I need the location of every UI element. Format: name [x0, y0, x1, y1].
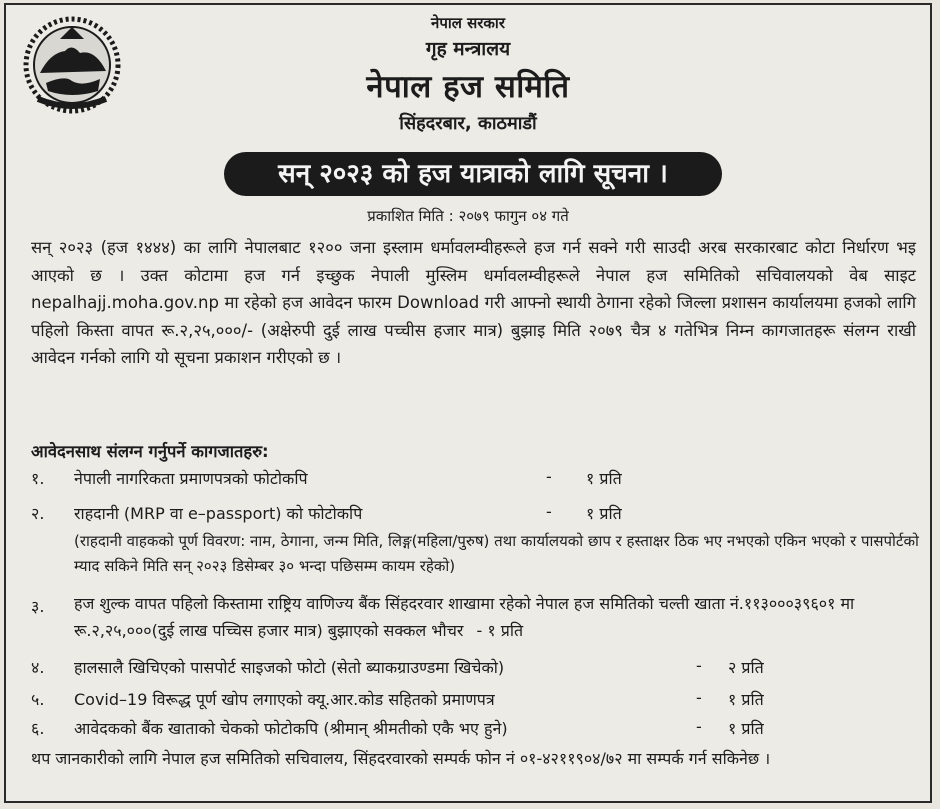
contact-footer: थप जानकारीको लागि नेपाल हज समितिको सचिवालय, सिंहदरवारको सम्पर्क फोन नं ०१-४२११९०४/७२ मा सम्पर्क गर्न सकिनेछ । — [31, 749, 771, 768]
list-item-text: हालसालै खिचिएको पासपोर्ट साइजको फोटो (सेतो ब्याकग्राउण्डमा खिचेको) — [74, 658, 505, 677]
list-item-quantity: १ प्रति — [586, 469, 622, 488]
list-item-quantity: १ प्रति — [728, 719, 764, 738]
list-item-dash: - — [546, 467, 552, 486]
passport-details-note: (राहदानी वाहकको पूर्ण विवरण: नाम, ठेगाना, जन्म मिति, लिङ्ग(महिला/पुरुष) तथा कार्यालयको छाप र हस्ताक्षर ठिक भए नभएको एकिन भएको र पासपोर्टको म्याद सकिने मिति सन् २०२३ डिसेम्बर ३० भन्दा पछिसम्म कायम रहेको) — [74, 532, 919, 575]
notice-body-paragraph: सन् २०२३ (हज १४४४) का लागि नेपालबाट १२०० जना इस्लाम धर्मावलम्वीहरूले हज गर्न सक्ने गरी साउदी अरब सरकारबाट कोटा निर्धारण भइ आएको छ । उक्त कोटामा हज गर्न इच्छुक नेपाली मुस्लिम धर्मावलम्वीहरूले नेपाल हज समितिको सचिवालयको वेब साइट nepalhajj.moha.gov.np मा रहेको हज आवेदन फारम Download गरी आफ्नो स्थायी ठेगाना रहेको जिल्ला प्रशासन कार्यालयमा हजको लागि पहिलो किस्ता वापत रू.२,२५,०००/- (अक्षेरुपी दुई लाख पच्चीस हजार मात्र) बुझाइ मिति २०७९ चैत्र ४ गतेभित्र निम्न कागजातहरू संलग्न राखी आवेदन गर्नको लागि यो सूचना प्रकाशन गरीएको छ । — [31, 238, 916, 367]
ministry-name: गृह मन्त्रालय — [425, 38, 511, 60]
list-item-dash: - — [546, 502, 552, 521]
list-item-dash: - — [476, 621, 483, 640]
list-item-text: आवेदकको बैंक खाताको चेकको फोटोकपि (श्रीमान् श्रीमतीको एकै भए हुने) — [74, 719, 508, 738]
list-item-quantity: २ प्रति — [728, 658, 764, 677]
list-item-number: ३. — [31, 597, 45, 616]
published-date: प्रकाशित मिति : २०७९ फागुन ०४ गते — [367, 207, 569, 225]
list-item-dash: - — [696, 717, 702, 736]
list-item-number: २. — [31, 504, 45, 523]
government-name: नेपाल सरकार — [431, 14, 505, 32]
list-item-number: १. — [31, 469, 45, 488]
list-item-number: ४. — [31, 658, 45, 677]
list-item-text — [74, 590, 919, 644]
list-item-dash: - — [696, 656, 702, 675]
organization-name: नेपाल हज समिति — [366, 69, 570, 105]
documents-section-title: आवेदनसाथ संलग्न गर्नुपर्ने कागजातहरु: — [31, 442, 269, 461]
list-item-text-body: हज शुल्क वापत पहिलो किस्तामा राष्ट्रिय वाणिज्य बैंक सिंहदरवार शाखामा रहेको नेपाल हज समितिको चल्ती खाता नं.११३०००३९६०१ मा रू.२,२५,०००(दुई लाख पच्चिस हजार मात्र) बुझाएको सक्कल भौचर — [74, 594, 855, 640]
list-item-dash: - — [696, 688, 702, 707]
list-item-text: Covid–19 विरूद्ध पूर्ण खोप लगाएको क्यू.आर.कोड सहितको प्रमाणपत्र — [74, 690, 495, 709]
list-item-text: राहदानी (MRP वा e–passport) को फोटोकपि — [74, 504, 363, 523]
list-item-quantity: १ प्रति — [586, 504, 622, 523]
list-item-number: ६. — [31, 719, 45, 738]
list-item-number: ५. — [31, 690, 45, 709]
list-item-quantity: १ प्रति — [487, 621, 524, 640]
notice-frame — [4, 3, 932, 803]
organization-location: सिंहदरबार, काठमाडौं — [399, 113, 537, 134]
notice-title-banner: सन् २०२३ को हज यात्राको लागि सूचना । — [224, 152, 722, 196]
list-item-text: नेपाली नागरिकता प्रमाणपत्रको फोटोकपि — [74, 469, 308, 488]
list-item-quantity: १ प्रति — [728, 690, 764, 709]
